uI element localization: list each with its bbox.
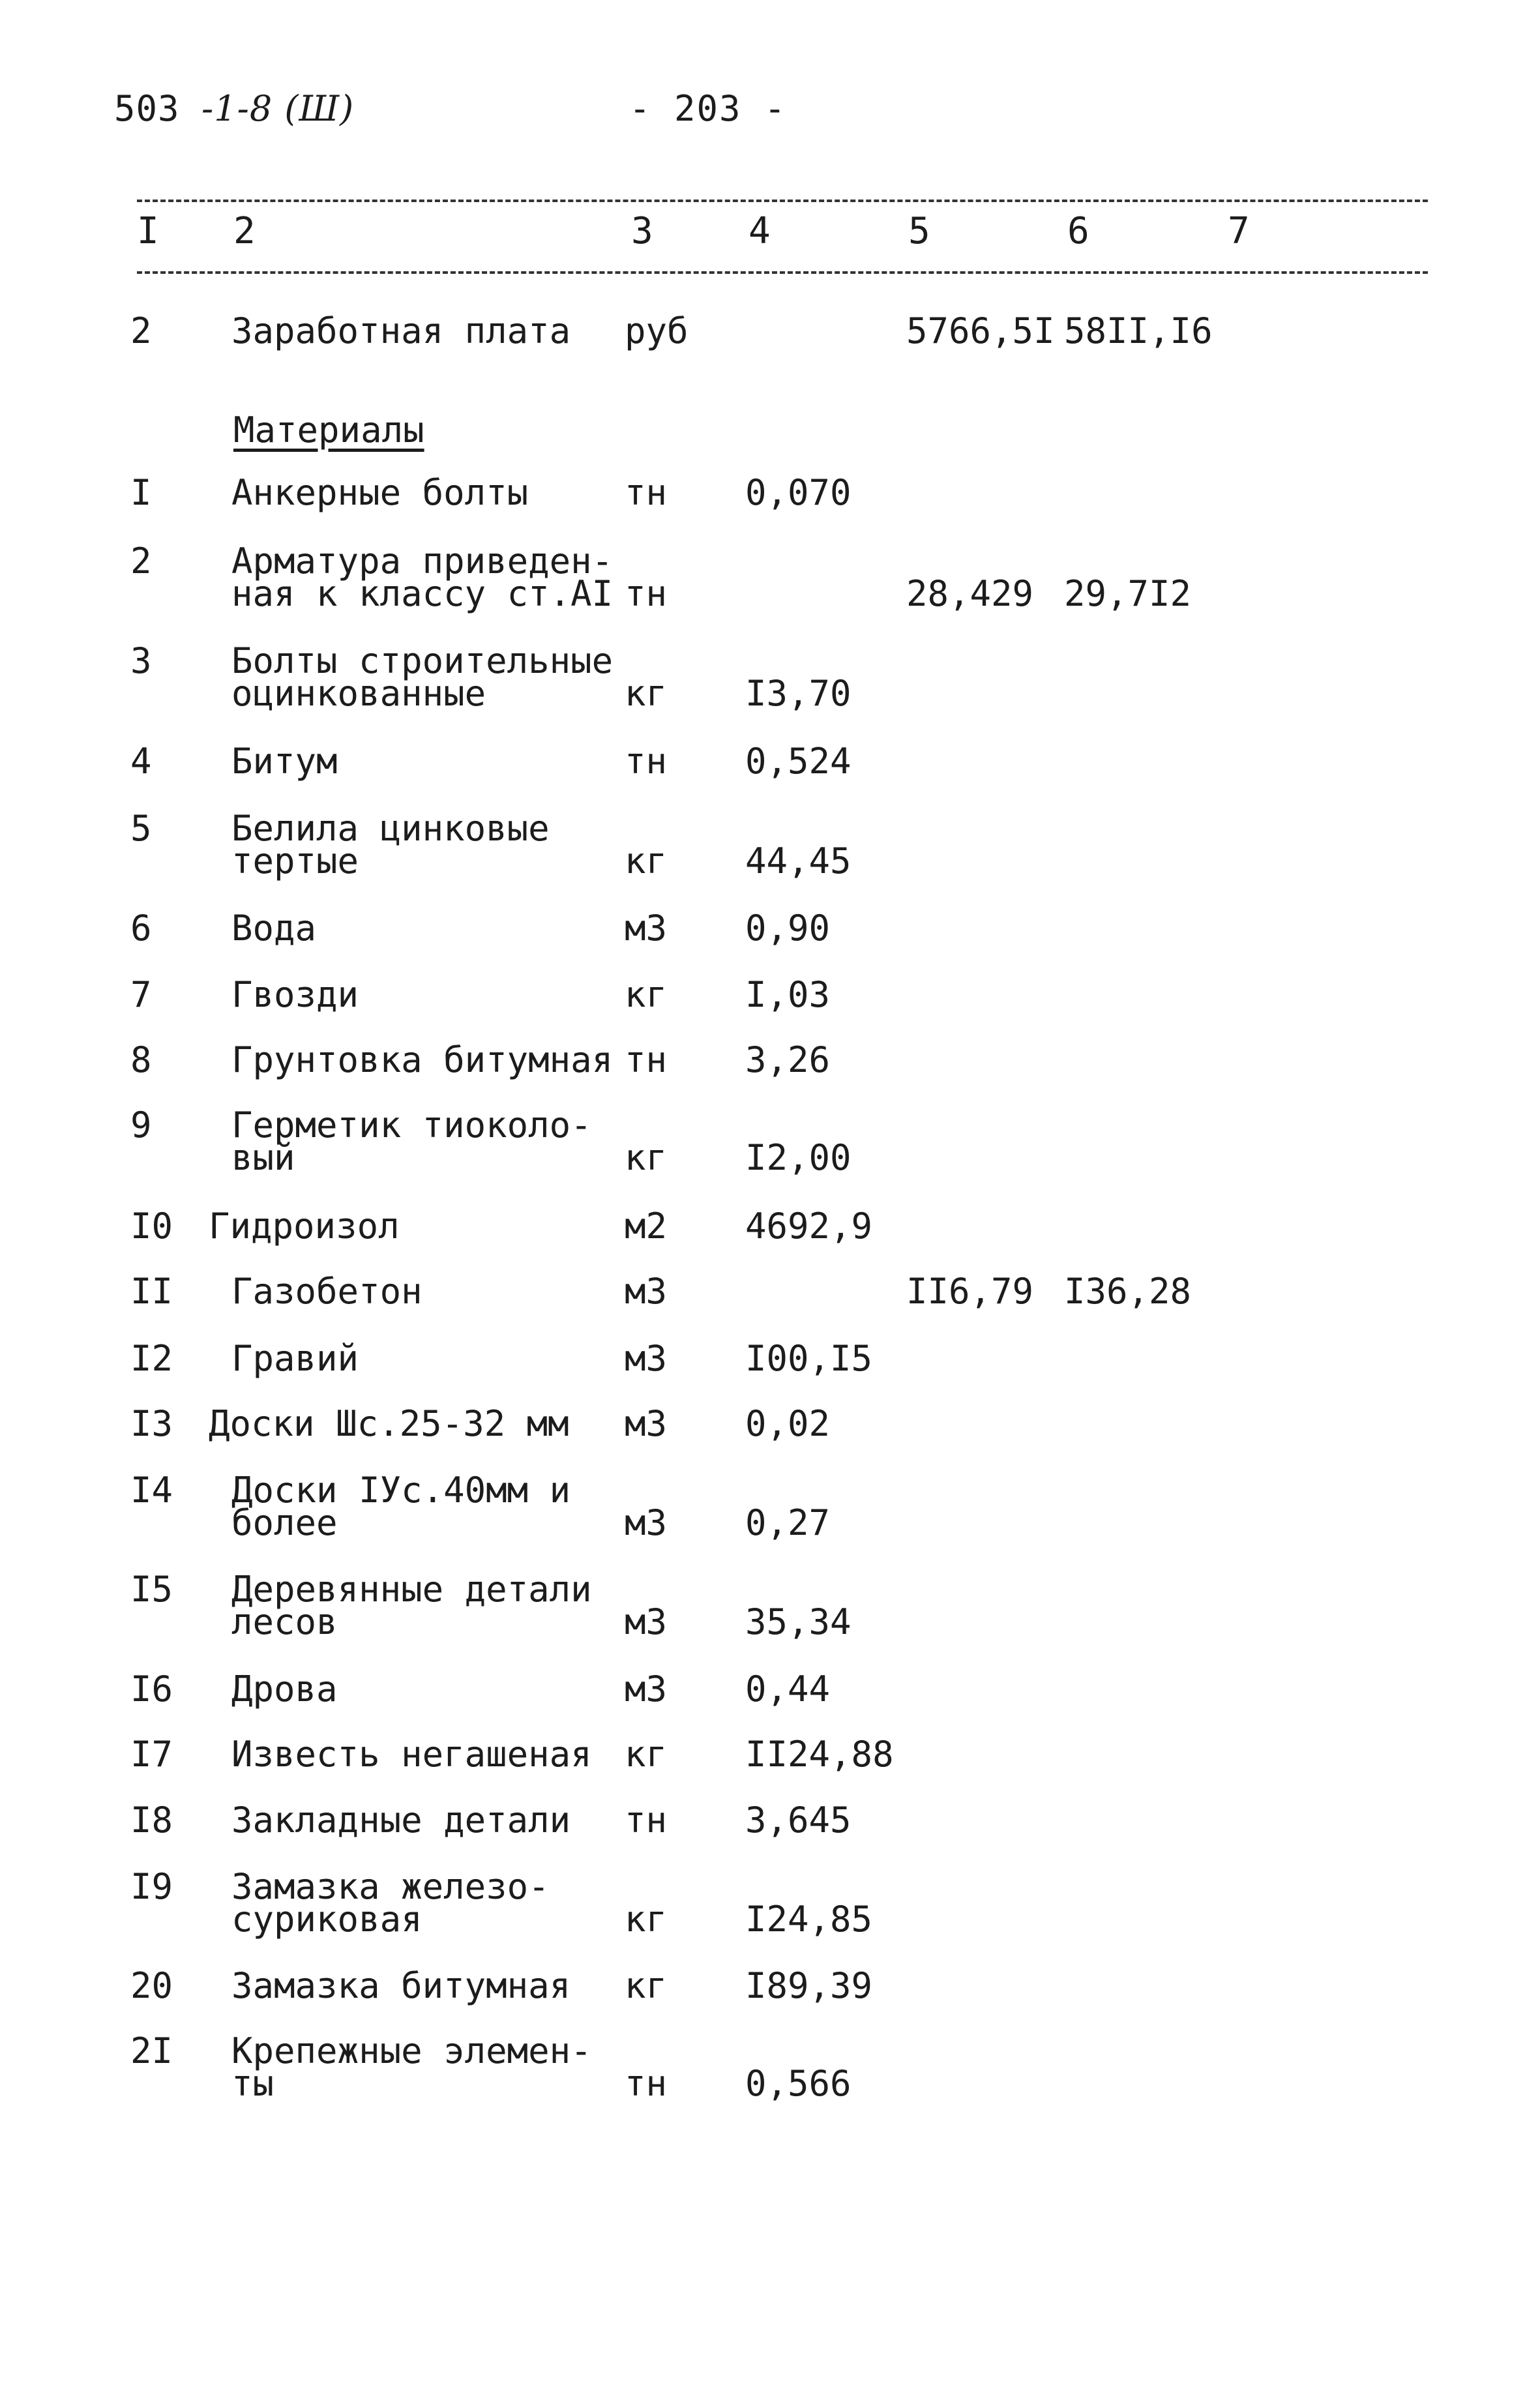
unit-cell: тн [625,573,668,614]
wage-row-unit: руб [625,310,689,351]
material-name: тертые [231,840,359,882]
column-number-2: 2 [233,210,256,252]
row-number: I2 [130,1338,173,1379]
quantity-cell: 0,524 [745,741,851,782]
row-number: 3 [130,640,152,681]
unit-cell: тн [625,741,668,782]
wage-row-name: Заработная плата [231,310,571,351]
material-name: Замазка битумная [231,1965,571,2006]
quantity-cell: 3,645 [745,1800,851,1841]
unit-cell: м2 [625,1206,668,1247]
material-name: Болты строительные [231,640,614,681]
material-name: Вода [231,908,317,949]
row-number: I0 [130,1206,173,1247]
material-name: Битум [231,741,338,782]
material-name: Гвозди [231,974,359,1015]
unit-cell: м3 [625,1403,668,1444]
wage-row-num: 2 [130,310,152,351]
quantity-cell: I,03 [745,974,831,1015]
quantity-cell: 0,566 [745,2063,851,2104]
material-name: Анкерные болты [231,472,529,513]
quantity-cell: I2,00 [745,1137,851,1178]
quantity-cell: 4692,9 [745,1206,873,1247]
row-number: 2 [130,541,152,582]
material-name: Белила цинковые [231,808,550,849]
unit-cell: тн [625,1039,668,1080]
row-number: I9 [130,1866,173,1907]
quantity-cell: 44,45 [745,840,851,882]
material-name: Известь негашеная [231,1734,592,1775]
row-number: I8 [130,1800,173,1841]
row-number: 4 [130,741,152,782]
unit-cell: тн [625,2063,668,2104]
column-number-6: 6 [1067,210,1089,252]
material-name: оцинкованные [231,673,486,714]
unit-cell: кг [625,673,668,714]
quantity-cell: 0,070 [745,472,851,513]
document-code-handwritten: -1-8 (Ш) [201,88,355,129]
unit-cell: м3 [625,908,668,949]
unit-cell: кг [625,974,668,1015]
unit-cell: кг [625,1137,668,1178]
material-name: Газобетон [231,1271,422,1312]
quantity-cell: I00,I5 [745,1338,873,1379]
header-rule-bottom [137,271,1428,274]
quantity-cell: I3,70 [745,673,851,714]
row-number: I6 [130,1668,173,1710]
quantity-cell: 0,02 [745,1403,831,1444]
column-number-4: 4 [748,210,771,252]
unit-cell: кг [625,1734,668,1775]
quantity-cell: 0,90 [745,908,831,949]
material-name: Гидроизол [209,1206,400,1247]
quantity-cell: 0,44 [745,1668,831,1710]
quantity-cell: 35,34 [745,1601,851,1642]
page-number: - 203 - [629,88,787,129]
material-name: Доски Шс.25-32 мм [209,1403,569,1444]
unit-cell: м3 [625,1601,668,1642]
row-number: I5 [130,1569,173,1610]
wage-row-col5: 5766,5I [906,310,1055,351]
row-number: 8 [130,1039,152,1080]
row-number: 20 [130,1965,173,2006]
col5-cell: II6,79 [906,1271,1034,1312]
row-number: I3 [130,1403,173,1444]
material-name: Деревянные детали [231,1569,592,1610]
material-name: ты [231,2063,274,2104]
document-code-typed: 503 [114,88,202,129]
unit-cell: м3 [625,1271,668,1312]
col5-cell: 28,429 [906,573,1034,614]
row-number: 9 [130,1105,152,1146]
material-name: ная к классу ст.AI [231,573,614,614]
unit-cell: м3 [625,1338,668,1379]
material-name: суриковая [231,1899,422,1940]
col6-cell: 29,7I2 [1064,573,1192,614]
unit-cell: кг [625,840,668,882]
header-rule-top [137,200,1428,202]
material-name: Дрова [231,1668,338,1710]
section-title: Материалы [233,409,424,451]
row-number: I4 [130,1470,173,1511]
unit-cell: тн [625,472,668,513]
row-number: 5 [130,808,152,849]
material-name: Арматура приведен- [231,541,614,582]
col6-cell: I36,28 [1064,1271,1192,1312]
row-number: I7 [130,1734,173,1775]
material-name: Доски IУс.40мм и [231,1470,571,1511]
material-name: более [231,1502,338,1543]
unit-cell: м3 [625,1668,668,1710]
column-number-3: 3 [631,210,653,252]
quantity-cell: 0,27 [745,1502,831,1543]
quantity-cell: I24,85 [745,1899,873,1940]
quantity-cell: II24,88 [745,1734,894,1775]
row-number: 2I [130,2030,173,2071]
document-code [114,88,354,129]
quantity-cell: I89,39 [745,1965,873,2006]
column-number-7: 7 [1228,210,1250,252]
unit-cell: тн [625,1800,668,1841]
column-number-1: I [137,210,159,252]
unit-cell: кг [625,1899,668,1940]
quantity-cell: 3,26 [745,1039,831,1080]
material-name: Гравий [231,1338,359,1379]
unit-cell: кг [625,1965,668,2006]
row-number: I [130,472,152,513]
row-number: 7 [130,974,152,1015]
row-number: 6 [130,908,152,949]
wage-row-col6: 58II,I6 [1064,310,1213,351]
column-number-5: 5 [908,210,930,252]
material-name: вый [231,1137,295,1178]
material-name: Грунтовка битумная [231,1039,614,1080]
material-name: Герметик тиоколо- [231,1105,592,1146]
material-name: Замазка железо- [231,1866,550,1907]
material-name: Закладные детали [231,1800,571,1841]
material-name: лесов [231,1601,338,1642]
material-name: Крепежные элемен- [231,2030,592,2071]
unit-cell: м3 [625,1502,668,1543]
row-number: II [130,1271,173,1312]
